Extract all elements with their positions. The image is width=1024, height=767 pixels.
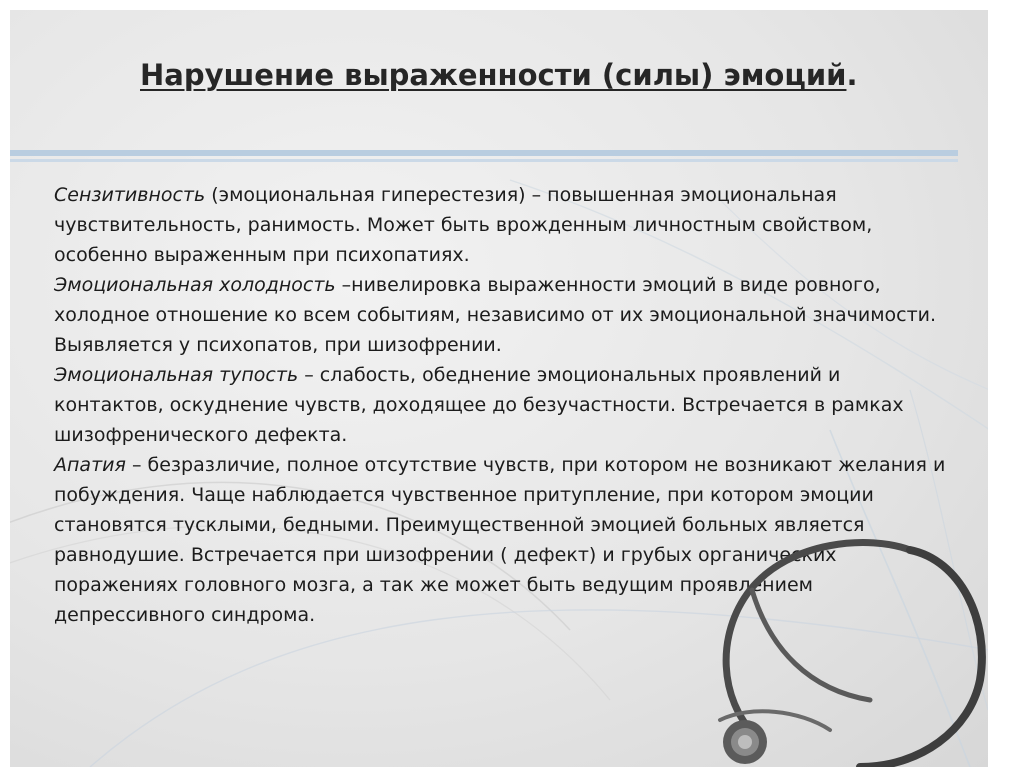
title-text: Нарушение выраженности (силы) эмоций <box>140 58 847 92</box>
slide <box>10 10 988 767</box>
definition-sensitivity <box>54 180 954 270</box>
title-period: . <box>846 58 858 92</box>
term-sensitivity: Сензитивность <box>54 184 206 206</box>
desc-emotional-dullness: – слабость, обеднение эмоциональных проявлений и контактов, оскуднение чувств, доходящее до безучастности. Встречается в рамках шизофренического дефекта. <box>54 364 904 446</box>
stethoscope-image <box>660 530 988 767</box>
term-emotional-dullness: Эмоциональная тупость <box>54 364 299 386</box>
desc-apathy: – безразличие, полное отсутствие чувств, при котором не возникают желания и побуждения. Чаще наблюдается чувственное притупление, при котором эмоции становятся тусклыми, бедными. Преимущественной эмоцией больных является равнодушие. Встречается при шизофрении ( дефект) и грубых органических поражениях головного мозга, а так же может быть ведущим проявлением депрессивного синдрома. <box>54 454 946 626</box>
definition-emotional-dullness <box>54 360 954 450</box>
desc-sensitivity: (эмоциональная гиперестезия) – повышенная эмоциональная чувствительность, ранимость. Может быть врожденным личностным свойством, особенно выраженным при психопатиях. <box>54 184 873 266</box>
definition-emotional-coldness <box>54 270 954 360</box>
term-apathy: Апатия <box>54 454 126 476</box>
slide-title <box>140 58 900 92</box>
term-emotional-coldness: Эмоциональная холодность <box>54 274 336 296</box>
title-divider-stripe-thin <box>10 159 958 162</box>
right-margin <box>988 0 1024 767</box>
desc-emotional-coldness: –нивелировка выраженности эмоций в виде ровного, холодное отношение ко всем событиям, независимо от их эмоциональной значимости. Выявляется у психопатов, при шизофрении. <box>54 274 937 356</box>
title-divider-stripe <box>10 150 958 156</box>
